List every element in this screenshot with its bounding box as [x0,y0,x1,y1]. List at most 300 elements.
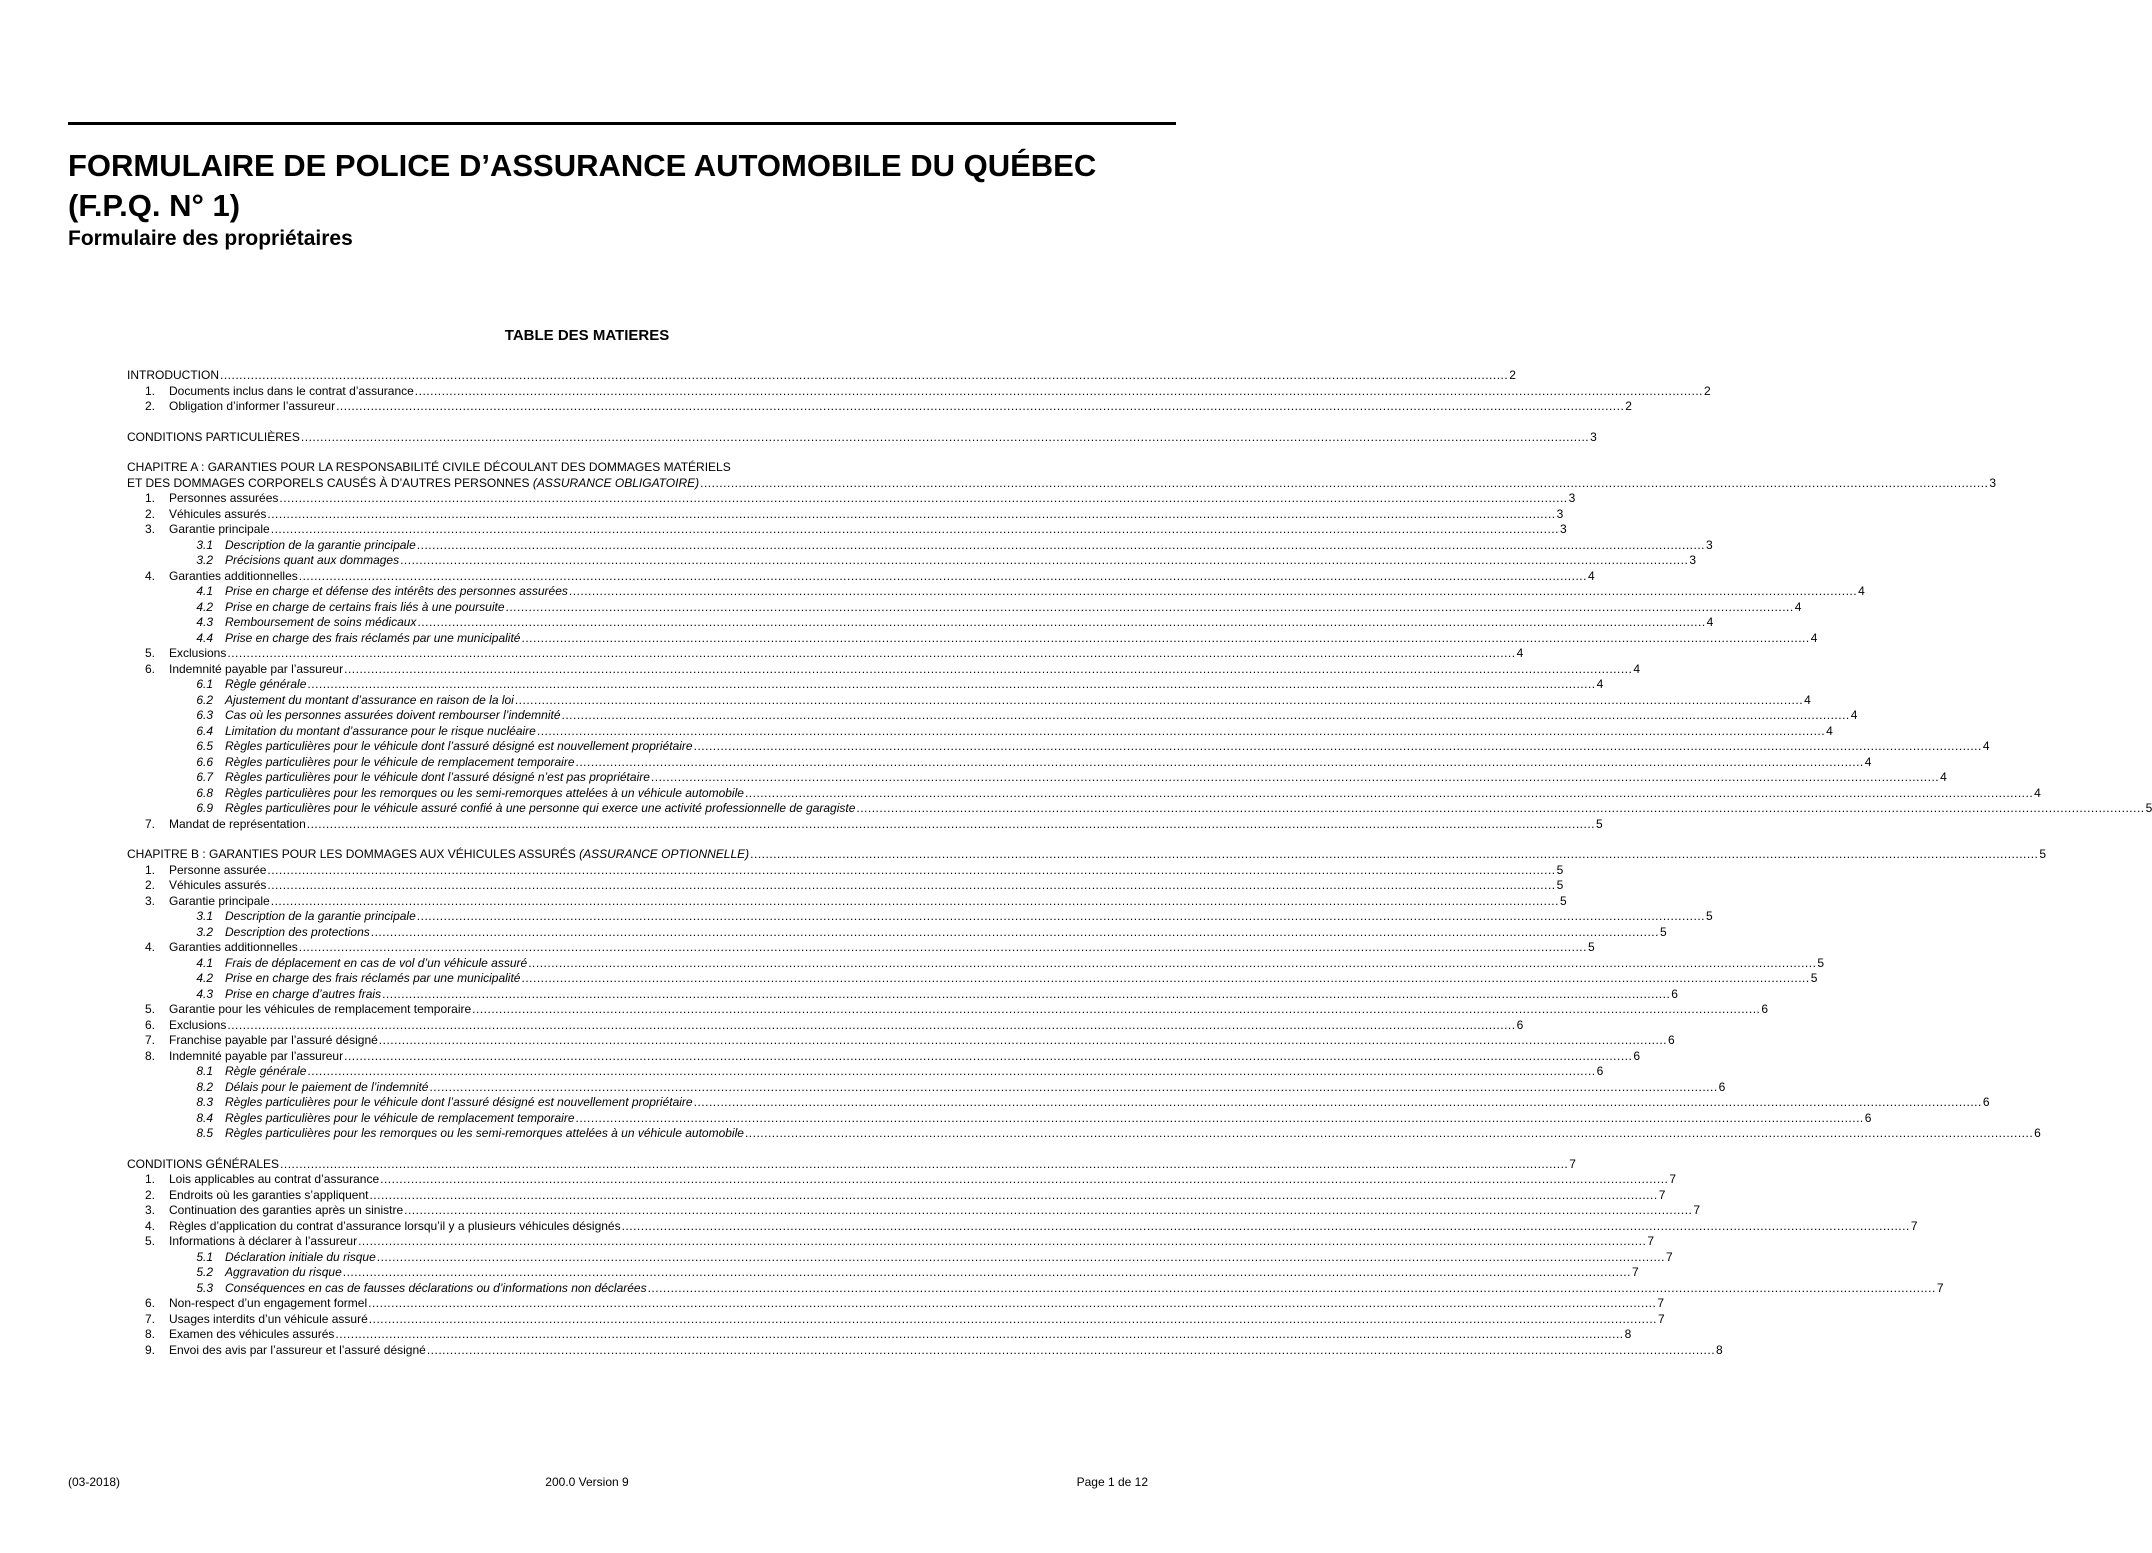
toc-entry-label-text: Mandat de représentation [169,816,306,831]
toc-entry[interactable] [127,1327,1632,1343]
toc-entry[interactable] [127,399,1632,415]
toc-entry-number: 6. [144,1296,155,1310]
toc-entry-label-text: Règles particulières pour le véhicule de remplacement temporaire [225,754,575,769]
toc-entry-number: 4.2 [196,599,213,614]
toc-entry-label [225,724,536,740]
toc-dot-leader [369,1312,1657,1328]
toc-entry-label-text: Non-respect d’un engagement formel [169,1296,368,1310]
toc-entry-label [169,646,226,662]
toc-entry-label [225,1126,744,1142]
toc-entry-label [225,677,306,693]
toc-entry-page: 5 [1559,893,1567,908]
toc-entry[interactable] [127,785,2041,802]
toc-entry[interactable] [127,522,1567,538]
toc-entry-label-text: Règles particulières pour le véhicule dont l’assuré désigné est nouvellement propriétaire [225,1095,693,1109]
toc-entry-page: 7 [1657,1296,1665,1310]
toc-entry-number: 8.5 [196,1126,213,1140]
toc-dot-leader [415,384,1703,400]
toc-entry-label [225,538,416,554]
toc-entry[interactable] [127,770,1947,786]
toc-entry-page: 6 [2034,1126,2041,1140]
toc-entry-number: 8. [144,1048,155,1063]
toc-entry-page: 5 [1556,878,1564,892]
toc-entry[interactable] [127,1064,1604,1080]
toc-entry-page: 4 [1982,739,1990,753]
toc-dot-leader [400,553,1688,569]
toc-entry-page: 7 [1910,1218,1918,1233]
toc-entry-label [169,1234,357,1250]
toc-entry-label-text: Règles particulières pour le véhicule de remplacement temporaire [225,1110,575,1125]
document-title-line1: FORMULAIRE DE POLICE D’ASSURANCE AUTOMOBILE DU QUÉBEC [68,148,1097,183]
toc-dot-leader [227,1018,1515,1034]
toc-entry-label-text: Règles particulières pour les remorques ou les semi-remorques attelées à un véhicule automobile [225,1126,744,1140]
toc-entry-number: 5. [144,1234,155,1248]
toc-dot-leader [521,631,1809,647]
toc-entry[interactable] [127,677,1604,693]
toc-dot-leader [343,1265,1631,1281]
toc-entry-label-text: CHAPITRE B : GARANTIES POUR LES DOMMAGES AUX VÉHICULES ASSURÉS [127,847,576,861]
toc-dot-leader [335,1327,1623,1343]
toc-entry-page: 2 [1625,399,1632,413]
toc-dot-leader [369,1188,1657,1204]
toc-entry-page: 7 [1647,1234,1654,1248]
toc-dot-leader [380,1172,1668,1188]
toc-entry-label [169,1312,368,1328]
toc-entry-label-text: Règle générale [225,677,307,691]
toc-entry[interactable] [127,599,1802,616]
toc-entry-label-text: Envoi des avis par l’assureur et l’assuré désigné [169,1342,426,1357]
toc-entry-number: 8.2 [196,1079,213,1094]
toc-entry-label [169,1343,426,1359]
toc-entry-label [169,878,266,894]
toc-entry-number: 6.7 [196,770,213,784]
toc-entry-label [225,1281,647,1297]
toc-entry[interactable] [127,1033,1675,1049]
toc-entry-label-text: Personne assurée [169,862,267,877]
toc-entry[interactable] [127,1156,1576,1173]
toc-entry-page: 6 [1516,1017,1524,1032]
document-title-line2: (F.P.Q. N° 1) [68,188,241,223]
toc-entry[interactable] [127,630,1818,647]
toc-entry-page: 7 [1569,1156,1576,1171]
toc-entry[interactable] [127,1218,1918,1235]
toc-entry-label-text: Description de la garantie principale [225,909,416,923]
toc-entry[interactable] [127,847,2047,863]
toc-entry-page: 6 [1671,986,1678,1001]
toc-entry-label [225,615,416,631]
toc-entry[interactable] [127,1172,1677,1188]
toc-entry[interactable] [127,661,1641,678]
toc-entry[interactable] [127,491,1576,507]
toc-entry[interactable] [127,1311,1665,1328]
toc-entry-page: 4 [2034,785,2041,800]
toc-entry-label [127,1157,279,1173]
toc-entry-number: 3. [144,1203,155,1217]
toc-entry-label-text: Lois applicables au contrat d’assurance [169,1172,380,1186]
toc-entry-label [169,894,270,910]
toc-dot-leader [382,987,1670,1003]
toc-entry-label [169,1018,226,1034]
toc-entry-label [169,817,306,833]
toc-entry-page: 6 [1668,1033,1675,1047]
toc-entry-label [169,1188,368,1204]
toc-entry-label-text: Règles particulières pour le véhicule dont l’assuré désigné est nouvellement propriétaire [225,739,693,753]
toc-entry-emphasis: (ASSURANCE OBLIGATOIRE) [532,475,700,490]
toc-entry[interactable] [127,971,1818,987]
toc-entry-emphasis: (ASSURANCE OPTIONNELLE) [579,847,750,861]
toc-entry-label-text: Examen des véhicules assurés [169,1327,335,1341]
toc-entry-label [127,368,219,384]
toc-entry-label-text: Garantie pour les véhicules de remplacement temporaire [169,1002,472,1016]
toc-entry-number: 7. [144,816,155,831]
toc-entry-label-text: Aggravation du risque [225,1265,342,1279]
toc-dot-leader [267,507,1555,523]
toc-entry-label [127,847,749,863]
toc-entry-label-text: CONDITIONS PARTICULIÈRES [127,429,300,444]
toc-entry[interactable] [127,1187,1666,1204]
toc-entry-number: 5. [144,1002,155,1016]
toc-dot-leader [506,600,1794,616]
toc-entry-label-text: Franchise payable par l’assuré désigné [169,1033,378,1047]
toc-dot-leader [336,399,1624,415]
toc-dot-leader [307,1064,1595,1080]
toc-dot-leader [856,801,2144,817]
toc-dot-leader [344,662,1632,678]
toc-entry[interactable] [127,584,1865,600]
toc-entry-number: 8.3 [196,1095,213,1109]
toc-entry-number: 1. [144,491,155,505]
toc-entry-page: 6 [1596,1064,1604,1078]
toc-entry-label-text: Prise en charge de certains frais liés à une poursuite [225,599,505,614]
toc-dot-leader [307,677,1595,693]
toc-entry-number: 6.9 [196,801,213,815]
toc-entry-page: 3 [1556,506,1564,521]
toc-entry[interactable] [127,708,1858,724]
toc-entry-page: 3 [1689,553,1696,567]
toc-entry-label-text: Description des protections [225,924,370,939]
toc-entry-label-text: Informations à déclarer à l’assureur [169,1234,358,1248]
toc-entry[interactable] [127,1017,1524,1034]
toc-entry-label [127,430,300,446]
toc-entry-label [225,971,520,987]
toc-dot-leader [648,1281,1936,1297]
toc-entry-number: 2. [144,399,155,413]
toc-entry[interactable] [127,955,1825,972]
toc-entry[interactable] [127,940,1595,956]
toc-entry-page: 5 [1706,909,1713,923]
toc-dot-leader [651,770,1939,786]
toc-dot-leader [267,878,1555,894]
toc-entry-label [169,399,335,415]
toc-entry-label [225,553,399,569]
toc-entry-label [225,770,650,786]
toc-entry-page: 4 [1596,677,1604,691]
toc-entry-number: 4. [144,940,155,954]
toc-entry-number: 7. [144,1311,155,1326]
toc-entry[interactable] [127,1002,1769,1018]
toc-entry-label [225,1265,342,1281]
toc-entry-label [169,1203,403,1219]
toc-entry-page: 7 [1658,1187,1666,1202]
toc-dot-leader [227,646,1515,662]
toc-entry-page: 6 [1982,1095,1990,1109]
toc-entry-page: 5 [1556,862,1564,877]
toc-entry-page: 4 [1810,630,1818,645]
toc-entry-label-text: Garanties additionnelles [169,568,298,583]
toc-entry[interactable] [127,1048,1641,1065]
toc-entry-page: 4 [1940,770,1947,784]
toc-entry-label-text: Personnes assurées [169,491,279,505]
toc-dot-leader [576,755,1864,771]
toc-entry[interactable] [127,1234,1654,1250]
toc-entry-page: 4 [1587,568,1595,583]
footer-date: (03-2018) [68,1475,121,1489]
toc-heading: TABLE DES MATIERES [504,327,670,344]
toc-entry-label-text: ET DES DOMMAGES CORPORELS CAUSÉS À D’AUTRES PERSONNES [127,475,530,490]
toc-entry-page: 3 [1590,429,1597,444]
toc-entry-label [169,1172,379,1188]
toc-entry-number: 4.4 [196,630,213,645]
toc-dot-leader [700,476,1988,492]
toc-dot-leader [371,925,1659,941]
toc-entry-page: 4 [1826,723,1833,738]
toc-entry-number: 3. [144,893,155,908]
toc-entry-number: 3.2 [196,924,213,939]
toc-entry[interactable] [127,986,1678,1003]
toc-entry-page: 2 [1704,383,1711,398]
toc-entry-page: 8 [1716,1342,1723,1357]
toc-dot-leader [279,491,1567,507]
toc-entry-number: 6.6 [196,754,213,769]
toc-entry-page: 3 [1706,537,1713,552]
toc-entry[interactable] [127,909,1713,925]
toc-entry[interactable] [127,475,1997,492]
toc-entry-number: 3.1 [196,909,213,923]
toc-entry-label-text: Garantie principale [169,893,270,908]
toc-dot-leader [576,1111,1864,1127]
toc-entry-label-text: Règles particulières pour les remorques ou les semi-remorques attelées à un véhicule automobile [225,785,744,800]
toc-entry-page: 2 [1509,368,1516,382]
toc-entry[interactable] [127,862,1564,879]
toc-entry-page: 4 [1864,754,1872,769]
toc-entry-label-text: Indemnité payable par l’assureur [169,1048,344,1063]
toc-dot-leader [562,708,1850,724]
toc-entry-label [225,786,744,802]
toc-entry-label [225,1250,376,1266]
toc-entry-label [225,693,514,709]
toc-entry-label [169,1219,621,1235]
toc-entry-label-text: Obligation d’informer l’assureur [169,399,336,413]
toc-entry[interactable] [127,1095,1990,1111]
toc-entry-number: 7. [144,1033,155,1047]
toc-dot-leader [307,817,1595,833]
toc-dot-leader [429,1080,1717,1096]
toc-entry-number: 6.1 [196,677,213,691]
toc-entry[interactable] [127,893,1567,910]
toc-entry-label [225,1111,575,1127]
toc-entry-label [169,863,266,879]
toc-entry-label [225,1080,428,1096]
toc-entry-label-text: Déclaration initiale du risque [225,1249,376,1264]
toc-entry-label-text: Véhicules assurés [169,506,267,521]
toc-entry-label [169,1327,334,1343]
toc-entry-number: 6.5 [196,739,213,753]
toc-entry-label [225,755,575,771]
toc-entry-number: 6.4 [196,723,213,738]
toc-entry-page: 6 [1761,1002,1769,1016]
toc-entry-label-text: Délais pour le paiement de l’indemnité [225,1079,429,1094]
toc-dot-leader [417,909,1705,925]
toc-entry-label-text: Exclusions [169,1017,227,1032]
toc-entry[interactable] [127,1203,1701,1219]
toc-entry-number: 4. [144,1218,155,1233]
toc-entry[interactable] [127,553,1696,569]
toc-dot-leader [379,1033,1667,1049]
toc-entry-page: 3 [1559,522,1567,536]
toc-entry-page: 3 [1989,475,1997,490]
toc-entry-number: 4.1 [196,955,213,970]
toc-entry[interactable] [127,646,1524,662]
toc-entry[interactable] [127,924,1667,941]
toc-dot-leader [368,1296,1656,1312]
toc-entry-label [225,1064,306,1080]
toc-entry-label-text: CHAPITRE A : GARANTIES POUR LA RESPONSABILITÉ CIVILE DÉCOULANT DES DOMMAGES MATÉRIELS [127,460,731,474]
toc-entry[interactable] [127,1110,1872,1127]
toc-dot-leader [301,430,1589,446]
toc-entry-number: 1. [144,1172,155,1186]
toc-entry-page: 4 [1633,661,1641,676]
toc-entry-number: 3.1 [196,537,213,552]
toc-entry-label-text: Ajustement du montant d’assurance en raison de la loi [225,692,514,707]
toc-entry-label [169,1033,378,1049]
toc-entry-number: 9. [144,1342,155,1357]
toc-dot-leader [267,863,1555,879]
toc-dot-leader [694,1095,1982,1111]
toc-dot-leader [280,1157,1568,1173]
toc-entry-page: 6 [1864,1110,1872,1125]
toc-entry-number: 3.2 [196,553,213,567]
toc-entry[interactable] [127,754,1872,771]
toc-entry-label-text: Remboursement de soins médicaux [225,615,417,629]
toc-dot-leader [404,1203,1692,1219]
toc-entry-label [225,708,561,724]
toc-entry-label-text: Description de la garantie principale [225,537,416,552]
toc-entry[interactable] [127,801,2152,817]
toc-dot-leader [472,1002,1760,1018]
toc-entry[interactable] [127,1296,1665,1312]
toc-entry[interactable] [127,615,1714,631]
toc-entry[interactable] [127,537,1713,554]
header-rule [68,122,1176,125]
toc-entry-number: 4.3 [196,986,213,1001]
toc-entry-page: 6 [1633,1048,1641,1063]
toc-entry-label-text: Règles particulières pour le véhicule dont l’assuré désigné n’est pas propriétaire [225,770,650,784]
toc-entry-page: 4 [1706,615,1714,629]
toc-entry-number: 4.3 [196,615,213,629]
toc-entry[interactable] [127,692,1811,709]
toc-dot-leader [299,569,1587,585]
toc-entry-label-text: Frais de déplacement en cas de vol d’un véhicule assuré [225,955,528,970]
toc-entry-page: 5 [1595,816,1603,831]
toc-entry-number: 6.8 [196,785,213,800]
toc-entry-page: 8 [1624,1327,1632,1341]
toc-entry[interactable] [127,816,1603,833]
toc-dot-leader [377,1250,1665,1266]
toc-entry[interactable] [127,878,1564,894]
toc-entry-label-text: Indemnité payable par l’assureur [169,661,344,676]
toc-entry-page: 5 [1587,940,1595,954]
toc-entry-number: 5.2 [196,1265,213,1279]
toc-dot-leader [622,1219,1910,1235]
toc-entry[interactable] [127,383,1711,400]
toc-entry-number: 5. [144,646,155,660]
toc-entry-label-text: Précisions quant aux dommages [225,553,400,567]
toc-entry-label-text: Véhicules assurés [169,878,267,892]
toc-entry[interactable] [127,506,1564,523]
toc-entry[interactable] [127,1265,1639,1281]
toc-entry-page: 5 [1810,971,1818,985]
toc-entry[interactable] [127,1079,1726,1096]
toc-dot-leader [271,894,1559,910]
toc-entry-page: 7 [1936,1280,1944,1295]
toc-entry-page: 4 [1850,708,1858,722]
toc-entry-number: 6.3 [196,708,213,722]
toc-dot-leader [427,1343,1715,1359]
toc-dot-leader [299,940,1587,956]
toc-dot-leader [417,615,1705,631]
toc-entry-number: 3. [144,522,155,536]
toc-entry-number: 8.1 [196,1064,213,1078]
toc-entry-label [169,940,298,956]
toc-entry[interactable] [127,1280,1944,1297]
toc-entry-label [169,384,414,400]
toc-entry[interactable] [127,739,1990,755]
toc-entry[interactable] [127,1249,1673,1266]
toc-entry-label [225,1095,693,1111]
footer-page-number: Page 1 de 12 [1076,1475,1148,1489]
toc-entry-label [225,631,520,647]
toc-entry-number: 1. [144,383,155,398]
toc-entry-label-text: Prise en charge des frais réclamés par une municipalité [225,971,521,985]
toc-entry-label-text: Prise en charge et défense des intérêts des personnes assurées [225,584,568,598]
toc-entry-label-text: Règle générale [225,1064,307,1078]
toc-entry-number: 5.3 [196,1280,213,1295]
toc-entry-number: 4.2 [196,971,213,985]
toc-entry-number: 2. [144,1187,155,1202]
toc-dot-leader [521,971,1809,987]
toc-entry-label-text: Usages interdits d’un véhicule assuré [169,1311,368,1326]
toc-entry-number: 8.4 [196,1110,213,1125]
toc-dot-leader [417,538,1705,554]
toc-entry-label [127,476,699,492]
toc-entry-label-text: Garanties additionnelles [169,940,298,954]
toc-entry-number: 8. [144,1327,155,1341]
toc-entry-label [169,507,266,523]
toc-entry[interactable] [127,1342,1723,1359]
table-of-contents [127,368,2152,1358]
toc-entry[interactable] [127,368,1516,384]
toc-dot-leader [694,739,1982,755]
toc-entry-label [169,1049,343,1065]
toc-entry[interactable] [127,429,1597,446]
toc-entry[interactable] [127,568,1595,585]
toc-entry[interactable] [127,1126,2041,1142]
toc-entry-number: 2. [144,878,155,892]
toc-entry-page: 7 [1693,1203,1701,1217]
toc-entry[interactable] [127,723,1833,740]
toc-entry[interactable] [127,460,1047,476]
toc-entry-page: 6 [1718,1079,1726,1094]
